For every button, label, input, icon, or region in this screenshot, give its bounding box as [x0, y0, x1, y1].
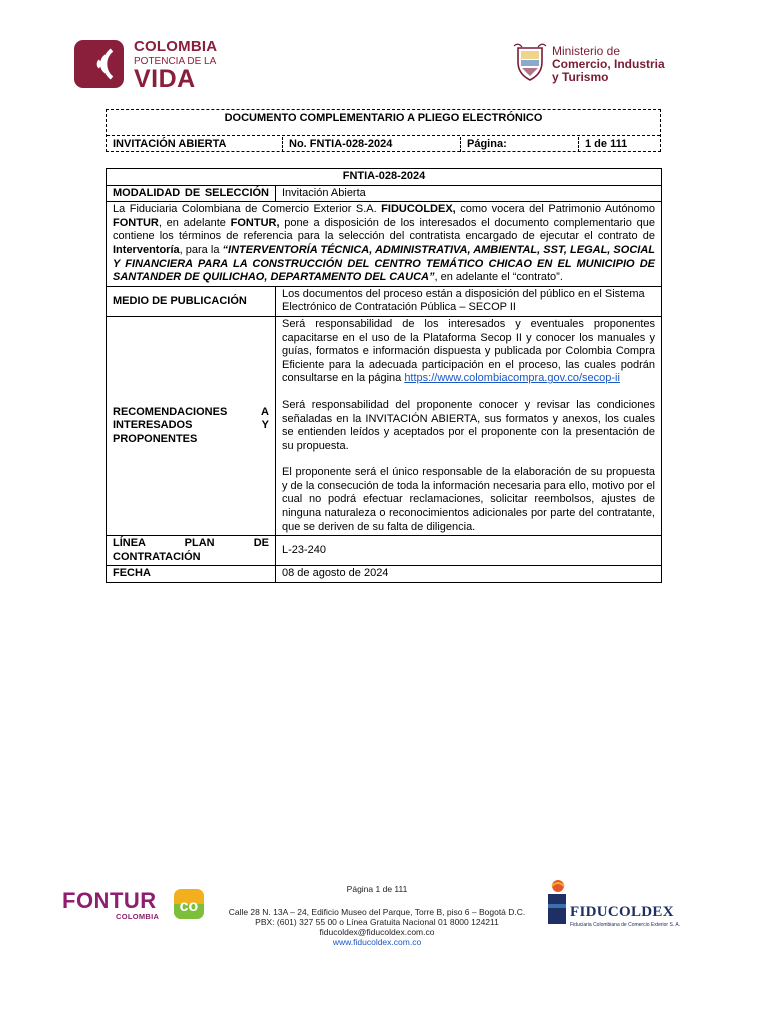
footer-email: fiducoldex@fiducoldex.com.co — [319, 927, 435, 937]
page-value: 1 de 111 — [585, 138, 628, 150]
logo-line-vida: VIDA — [134, 65, 196, 93]
ministerio-logo — [512, 42, 672, 86]
co-badge-icon — [174, 889, 204, 919]
process-type: INVITACIÓN ABIERTA — [107, 137, 283, 152]
fontur-logo-text: FONTUR — [62, 888, 157, 913]
secop-link[interactable]: https://www.colombiacompra.gov.co/secop-ii — [404, 372, 620, 385]
footer-address: Calle 28 N. 13A – 24, Edificio Museo del Parque, Torre B, piso 6 – Bogotá D.C. — [228, 907, 526, 917]
modalidad-value: Invitación Abierta — [276, 185, 662, 202]
recomendaciones-value — [276, 316, 662, 535]
medio-value: Los documentos del proceso están a disposición del público en el Sistema Electrónico de Contratación Pública – SECOP II — [276, 286, 662, 316]
medio-label: MEDIO DE PUBLICACIÓN — [107, 286, 276, 316]
logo-line-potencia: POTENCIA DE LA — [134, 56, 217, 67]
document-header-row — [107, 137, 660, 152]
table-row — [107, 316, 662, 535]
recomendaciones-label: RECOMENDACIONES A INTERESADOS Y PROPONENTES — [107, 316, 276, 535]
fontur-logo — [62, 888, 212, 926]
logo-line-colombia: COLOMBIA — [134, 38, 218, 55]
modalidad-label: MODALIDAD DE SELECCIÓN — [107, 185, 276, 202]
footer-web-link[interactable]: www.fiducoldex.com.co — [332, 937, 422, 947]
table-row — [107, 536, 662, 566]
colombia-potencia-logo — [74, 38, 224, 94]
footer-center — [222, 884, 532, 947]
fiducoldex-emblem-icon — [546, 878, 568, 926]
linea-label: LÍNEA PLAN DE CONTRATACIÓN — [107, 536, 276, 566]
process-info-table — [106, 168, 662, 583]
fontur-logo-sub: COLOMBIA — [116, 912, 160, 921]
fiducoldex-logo — [546, 878, 696, 930]
crest-icon — [512, 42, 548, 82]
document-title: DOCUMENTO COMPLEMENTARIO A PLIEGO ELECTRÓNICO — [107, 110, 660, 136]
table-row — [107, 185, 662, 202]
table-row — [107, 566, 662, 583]
recom-paragraph-1: Será responsabilidad de los interesados y eventuales proponentes capacitarse en el uso de la Plataforma Secop II y conocer los manuales y guías, formatos e información dispuesta y publicada por Colombia Compra Eficiente para la adecuada participación en el proceso, las cuales podrán consultarse en la página https://www.colombiacompra.gov.co/secop-ii — [282, 317, 655, 385]
table-row — [107, 286, 662, 316]
ministerio-line3: y Turismo — [552, 70, 609, 84]
table-title: FNTIA-028-2024 — [107, 169, 662, 186]
footer-phones: PBX: (601) 327 55 00 o Línea Gratuita Nacional 01 8000 124211 — [255, 917, 499, 927]
table-title-row — [107, 169, 662, 186]
fecha-value: 08 de agosto de 2024 — [276, 566, 662, 583]
footer-page-number: Página 1 de 111 — [346, 884, 408, 894]
fiducoldex-name: FIDUCOLDEX — [570, 904, 674, 920]
document-header-box — [106, 109, 661, 152]
linea-value: L-23-240 — [276, 536, 662, 566]
process-number: No. FNTIA-028-2024 — [283, 137, 461, 152]
colombia-waves-icon — [74, 38, 126, 90]
recom-paragraph-3: El proponente será el único responsable de la elaboración de su propuesta y de la consecución de toda la información necesaria para ello, motivo por el cual no podrá efectuar reclamaciones, solicitar reembolsos, ajustes de ninguna naturaleza o reconocimientos adicionales por parte del contratante, que se deriven de su falta de diligencia. — [282, 466, 655, 533]
page-label: Página: — [461, 137, 579, 152]
ministerio-line2: Comercio, Industria — [552, 57, 665, 71]
ministerio-line1: Ministerio de — [552, 44, 621, 58]
fiducoldex-subtitle: Fiduciaria Colombiana de Comercio Exterior S. A. — [570, 922, 681, 928]
table-row — [107, 202, 662, 287]
intro-paragraph: La Fiduciaria Colombiana de Comercio Exterior S.A. FIDUCOLDEX, como vocera del Patrimonio Autónomo FONTUR, en adelante FONTUR, pone a disposición de los interesados el documento complementario que contiene los términos de referencia para la selección del contratista encargado de ejecutar el contrato de Interventoría, para la “INTERVENTORÍA TÉCNICA, ADMINISTRATIVA, AMBIENTAL, SST, LEGAL, SOCIAL Y FINANCIERA PARA LA CONSTRUCCIÓN DEL CENTRO TEMÁTICO CHICAO EN EL MUNICIPIO DE SANTANDER DE QUILICHAO, DEPARTAMENTO DEL CAUCA”, en adelante el “contrato”. — [107, 202, 662, 287]
co-badge-text: co — [179, 898, 199, 915]
recom-paragraph-2: Será responsabilidad del proponente conocer y revisar las condiciones señaladas en la INVITACIÓN ABIERTA, sus formatos y anexos, los cuales se entienden leídos y aceptados por el proponente con la presentación de su propuesta. — [282, 398, 655, 452]
fecha-label: FECHA — [107, 566, 276, 583]
